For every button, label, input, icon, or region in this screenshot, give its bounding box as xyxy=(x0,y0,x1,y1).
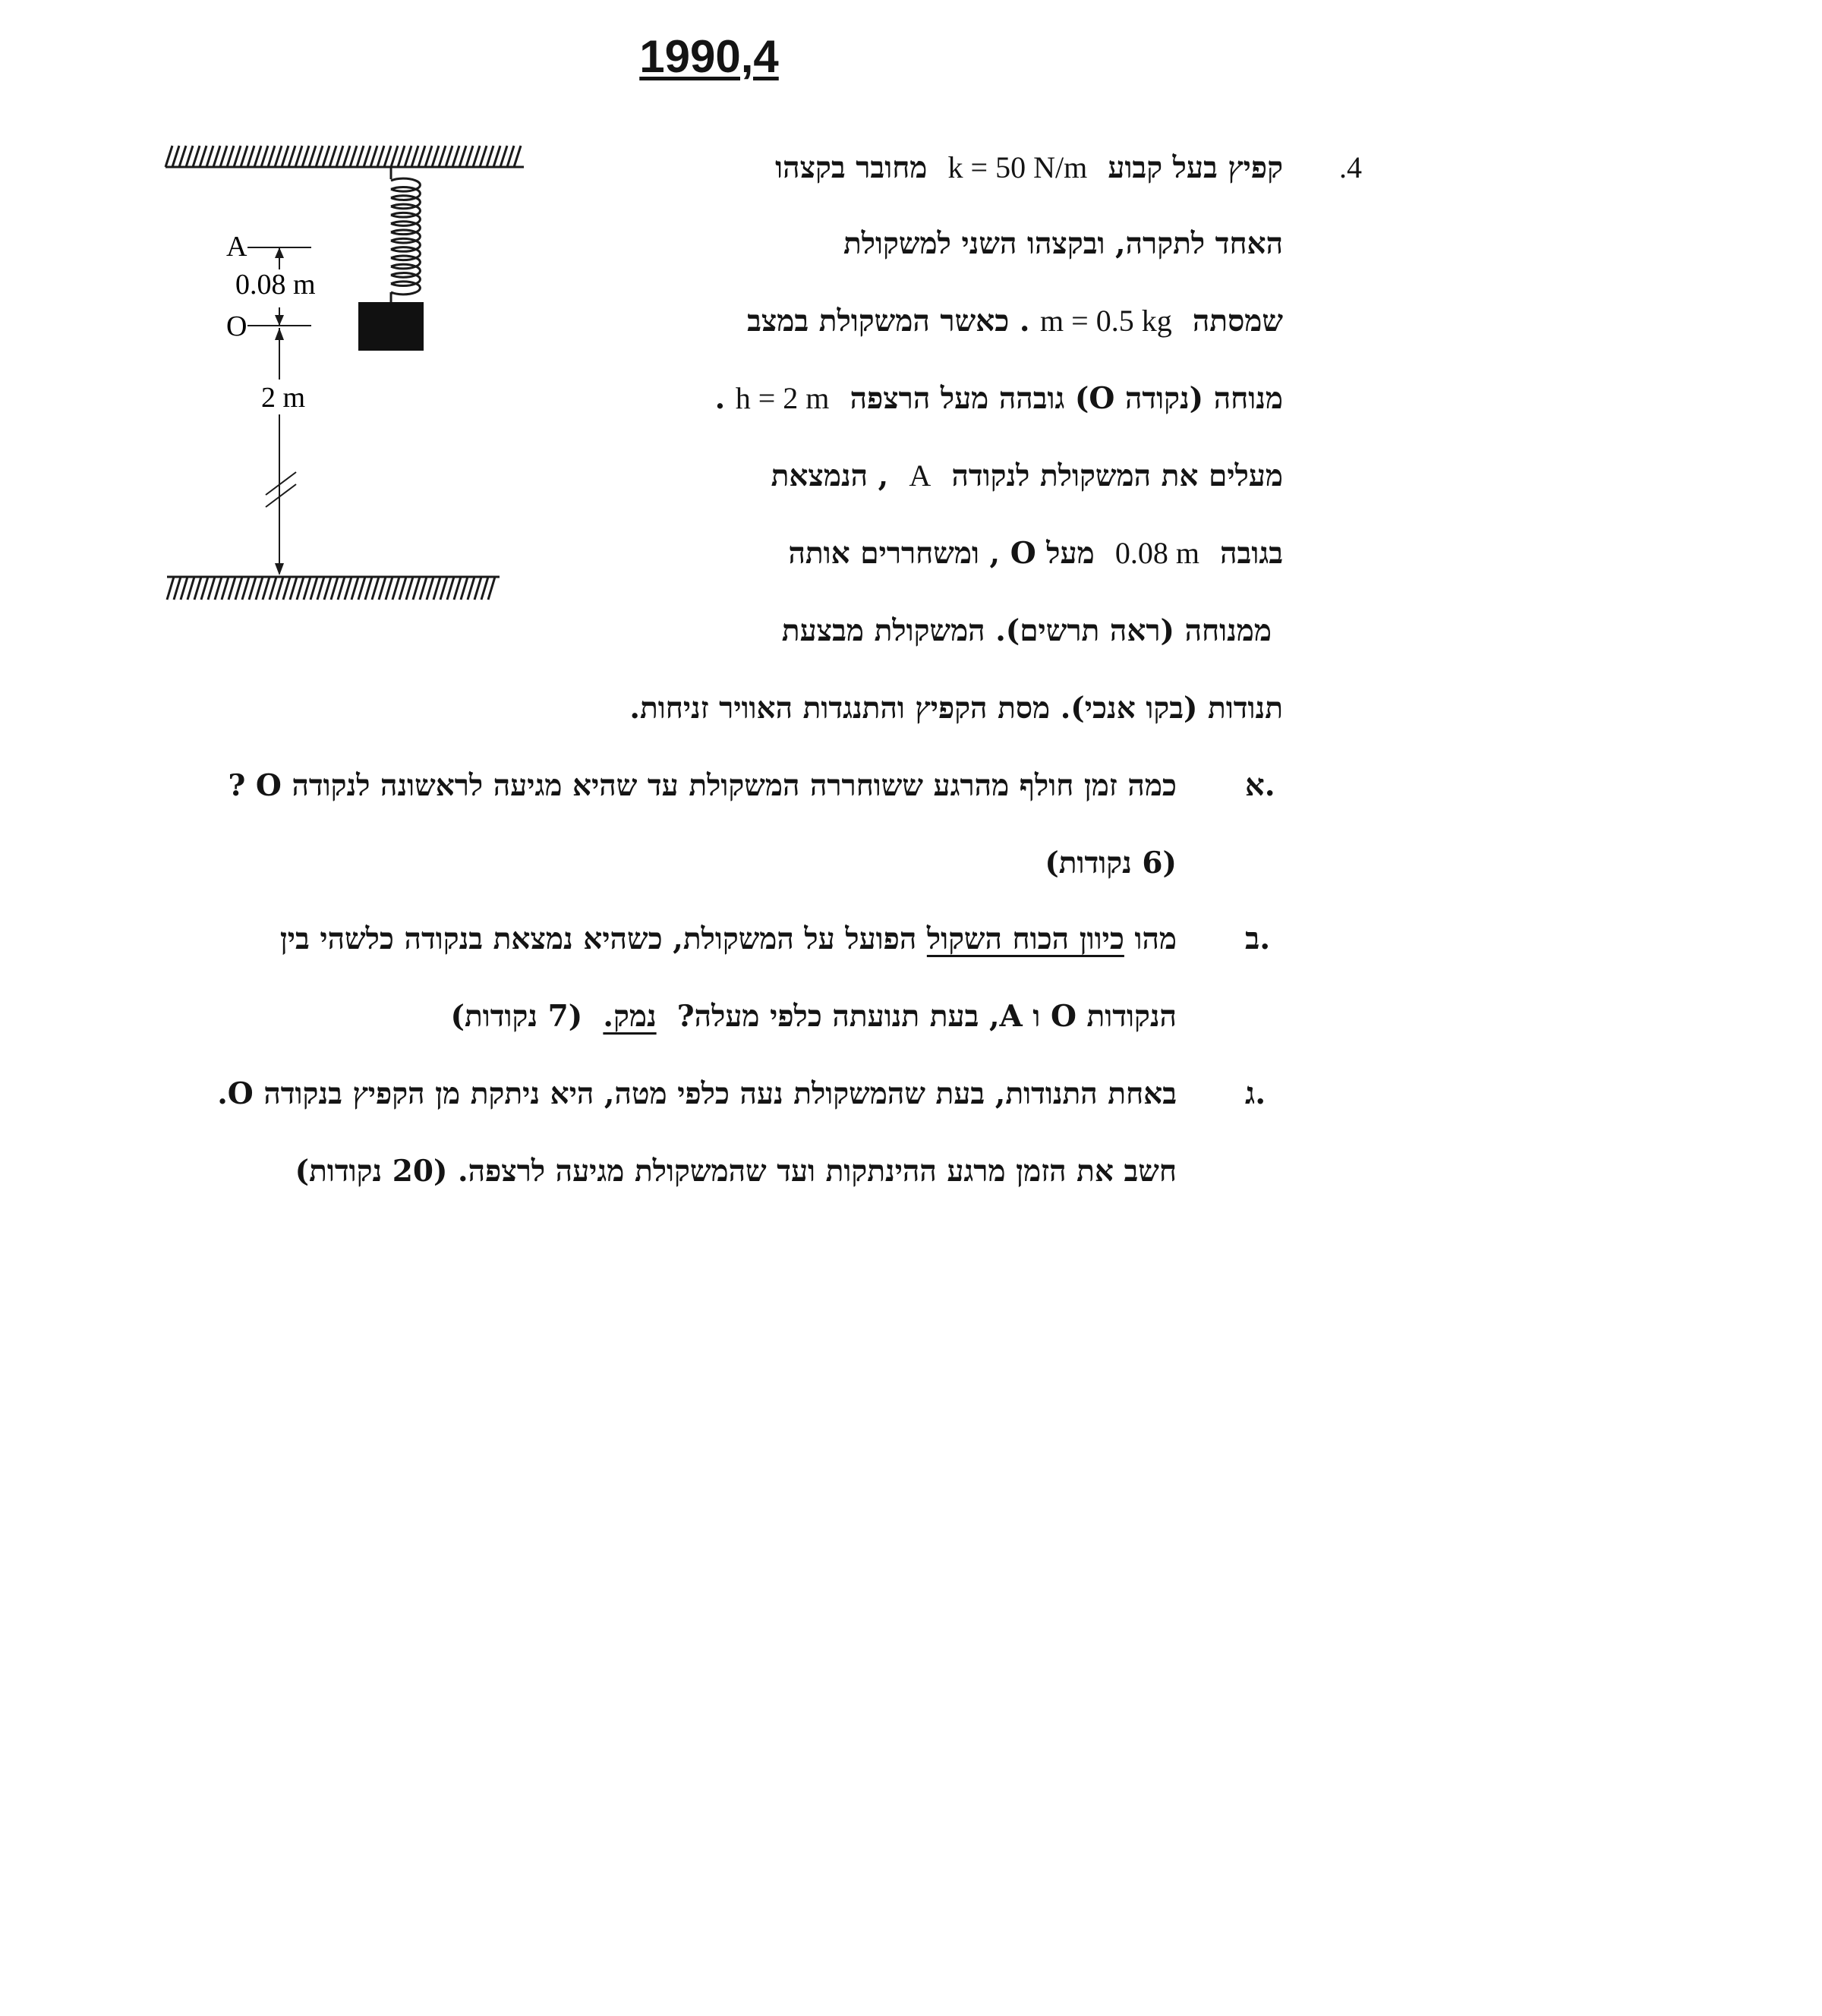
hatch-mark xyxy=(194,577,201,600)
hatch-mark xyxy=(370,146,377,167)
hatch-mark xyxy=(310,577,317,600)
hatch-mark xyxy=(261,146,268,167)
hatch-mark xyxy=(213,146,220,167)
hatch-mark xyxy=(365,577,372,600)
label-height: 2 m xyxy=(261,382,306,414)
hatch-mark xyxy=(201,577,208,600)
hatch-mark xyxy=(493,146,500,167)
mass-block xyxy=(358,302,424,351)
hatch-mark xyxy=(473,146,480,167)
hatch-mark xyxy=(468,577,474,600)
intro-line-4: מנוחה (נקודה O) גובהה מעל הרצפה h = 2 m . xyxy=(714,381,1283,416)
hatch-mark xyxy=(345,577,351,600)
hatch-mark xyxy=(302,146,309,167)
hatch-mark xyxy=(392,577,399,600)
hatch-mark xyxy=(350,146,357,167)
part-a-line-2: (6 נקודות) xyxy=(1045,846,1177,880)
hatch-mark xyxy=(242,577,249,600)
label-amplitude: 0.08 m xyxy=(235,269,316,301)
hatch-mark xyxy=(454,577,461,600)
part-c-label: ג. xyxy=(1245,1076,1266,1111)
hatch-mark xyxy=(432,146,439,167)
hatch-mark xyxy=(411,146,418,167)
hatch-mark xyxy=(331,577,338,600)
hatch-mark xyxy=(372,577,379,600)
hatch-mark xyxy=(358,577,365,600)
hatch-mark xyxy=(241,146,247,167)
hatch-mark xyxy=(386,577,392,600)
hatch-mark xyxy=(338,577,345,600)
hatch-mark xyxy=(227,146,234,167)
hatch-mark xyxy=(398,146,405,167)
hatch-mark xyxy=(249,577,256,600)
part-c-line-1: באחת התנודות, בעת שהמשקולת נעה כלפי מטה, היא ניתקת מן הקפיץ בנקודה O. xyxy=(217,1076,1177,1111)
hatch-mark xyxy=(459,146,466,167)
hatch-mark xyxy=(427,577,433,600)
intro-line-2: האחד לתקרה, ובקצהו השני למשקולת xyxy=(843,226,1283,261)
hatch-mark xyxy=(174,577,181,600)
hatch-mark xyxy=(500,146,507,167)
hatch-mark xyxy=(461,577,468,600)
hatch-mark xyxy=(317,577,324,600)
floor-hatch xyxy=(167,577,495,600)
hatch-mark xyxy=(295,146,302,167)
hatch-mark xyxy=(351,577,358,600)
hatch-mark xyxy=(208,577,215,600)
hatch-mark xyxy=(446,146,452,167)
hatch-mark xyxy=(247,146,254,167)
hatch-mark xyxy=(440,577,447,600)
hatch-mark xyxy=(399,577,406,600)
hatch-mark xyxy=(254,146,261,167)
hatch-mark xyxy=(507,146,514,167)
spring-mass-diagram xyxy=(152,137,547,622)
hatch-mark xyxy=(481,577,488,600)
hatch-mark xyxy=(229,577,235,600)
hatch-mark xyxy=(200,146,206,167)
part-b-label: ב. xyxy=(1245,921,1271,956)
hatch-mark xyxy=(323,146,329,167)
part-c-line-2: חשב את הזמן מרגע ההינתקות ועד שהמשקולת מגיעה לרצפה. (20 נקודות) xyxy=(295,1154,1177,1189)
hatch-mark xyxy=(405,146,411,167)
hatch-mark xyxy=(439,146,446,167)
hatch-mark xyxy=(206,146,213,167)
hatch-mark xyxy=(304,577,310,600)
hatch-mark xyxy=(379,577,386,600)
hatch-mark xyxy=(447,577,454,600)
part-a-label: א. xyxy=(1245,767,1275,803)
intro-line-7: ממנוחה (ראה תרשים). המשקולת מבצעת xyxy=(781,613,1272,648)
intro-line-5: מעלים את המשקולת לנקודה A , הנמצאת xyxy=(771,458,1283,493)
label-point-a: A xyxy=(226,231,247,263)
hatch-mark xyxy=(276,577,283,600)
hatch-mark xyxy=(188,577,194,600)
hatch-mark xyxy=(433,577,440,600)
hatch-mark xyxy=(466,146,473,167)
spring xyxy=(391,167,420,302)
intro-line-8: תנודות (בקו אנכי). מסת הקפיץ והתנגדות האוויר זניחות. xyxy=(629,691,1283,726)
hatch-mark xyxy=(181,577,188,600)
hatch-mark xyxy=(275,146,282,167)
hatch-mark xyxy=(452,146,459,167)
part-b-line-1: מהו כיוון הכוח השקול הפועל על המשקולת, כשהיא נמצאת בנקודה כלשהי בין xyxy=(279,921,1177,956)
hatch-mark xyxy=(487,146,493,167)
hatch-mark xyxy=(514,146,521,167)
hatch-mark xyxy=(179,146,186,167)
hatch-mark xyxy=(256,577,263,600)
hatch-mark xyxy=(309,146,316,167)
hatch-mark xyxy=(220,146,227,167)
question-number: .4 xyxy=(1339,150,1362,184)
intro-line-3: שמסתה m = 0.5 kg . כאשר המשקולת במצב xyxy=(747,304,1283,339)
hatch-mark xyxy=(329,146,336,167)
intro-line-1: קפיץ בעל קבוע k = 50 N/m מחובר בקצהו xyxy=(775,150,1283,185)
hatch-mark xyxy=(282,146,288,167)
hatch-mark xyxy=(474,577,481,600)
hatch-mark xyxy=(290,577,297,600)
hatch-mark xyxy=(488,577,495,600)
ceiling-hatch xyxy=(165,146,521,167)
hatch-mark xyxy=(406,577,413,600)
hatch-mark xyxy=(336,146,343,167)
label-point-o: O xyxy=(226,310,247,342)
hatch-mark xyxy=(418,146,425,167)
hatch-mark xyxy=(235,577,242,600)
hatch-mark xyxy=(234,146,241,167)
hatch-mark xyxy=(324,577,331,600)
hatch-mark xyxy=(420,577,427,600)
hatch-mark xyxy=(215,577,222,600)
hatch-mark xyxy=(222,577,229,600)
part-b-line-2: הנקודות O ו A, בעת תנועתה כלפי מעלה? נמק. (7 נקודות) xyxy=(450,999,1177,1034)
hatch-mark xyxy=(263,577,270,600)
hatch-mark xyxy=(384,146,391,167)
hatch-mark xyxy=(167,577,174,600)
page-title: 1990,4 xyxy=(639,31,779,82)
hatch-mark xyxy=(193,146,200,167)
hatch-mark xyxy=(357,146,364,167)
hatch-mark xyxy=(480,146,487,167)
hatch-mark xyxy=(283,577,290,600)
hatch-mark xyxy=(364,146,370,167)
part-a-line-1: כמה זמן חולף מהרגע ששוחררה המשקולת עד שהיא מגיעה לראשונה לנקודה O ? xyxy=(228,768,1177,803)
intro-line-6: בגובה 0.08 m מעל O , ומשחררים אותה xyxy=(788,536,1283,571)
hatch-mark xyxy=(297,577,304,600)
hatch-mark xyxy=(391,146,398,167)
hatch-mark xyxy=(413,577,420,600)
hatch-mark xyxy=(316,146,323,167)
hatch-mark xyxy=(270,577,276,600)
hatch-mark xyxy=(377,146,384,167)
hatch-mark xyxy=(268,146,275,167)
hatch-mark xyxy=(172,146,179,167)
hatch-mark xyxy=(288,146,295,167)
hatch-mark xyxy=(186,146,193,167)
hatch-mark xyxy=(425,146,432,167)
hatch-mark xyxy=(165,146,172,167)
hatch-mark xyxy=(343,146,350,167)
